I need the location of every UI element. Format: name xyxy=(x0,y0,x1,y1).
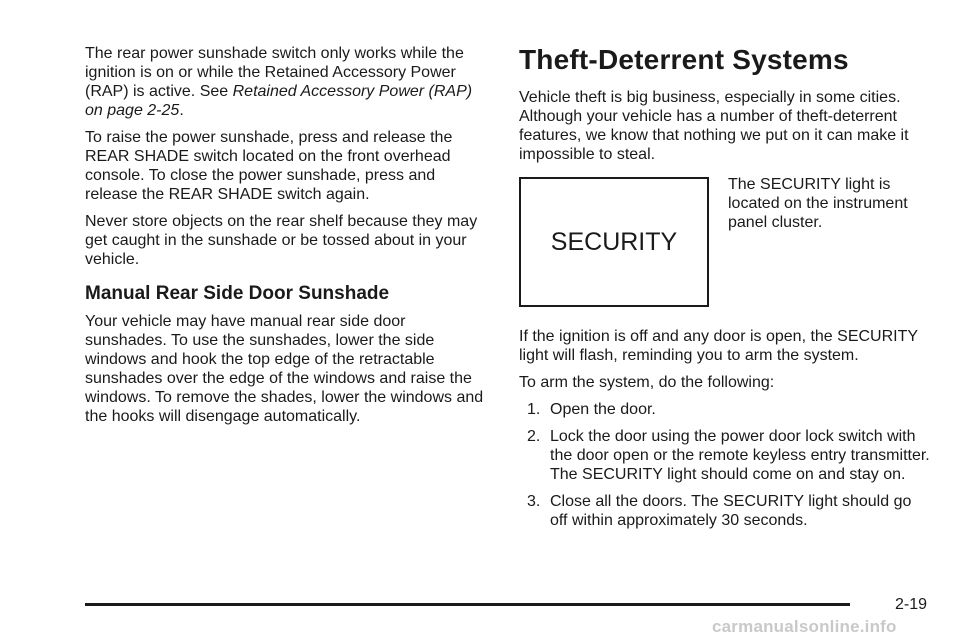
arm-system-paragraph: To arm the system, do the following: xyxy=(519,374,775,391)
watermark: carmanualsonline.info xyxy=(712,617,897,636)
security-figure-caption: The SECURITY light is located on the instrument panel cluster. xyxy=(728,176,908,231)
rap-page-reference: Retained Accessory Power (RAP) on page 2-25 xyxy=(85,83,473,119)
list-item xyxy=(519,492,931,530)
rear-shelf-warning-paragraph: Never store objects on the rear shelf because they may get caught in the sunshade or be tossed about in your vehicle. xyxy=(85,213,478,268)
page-number: 2-19 xyxy=(895,596,928,613)
right-column xyxy=(519,44,931,538)
ignition-paragraph: If the ignition is off and any door is open, the SECURITY light will flash, reminding you to arm the system. xyxy=(519,328,918,364)
list-item xyxy=(519,400,931,419)
step-text: Lock the door using the power door lock switch with the door open or the remote keyless entry transmitter. The SECURITY light should come on and stay on. xyxy=(550,428,930,483)
security-figure xyxy=(519,177,931,307)
step-number: 2. xyxy=(527,428,541,445)
list-item xyxy=(519,427,931,484)
step-text: Open the door. xyxy=(550,401,656,418)
intro-paragraph: Vehicle theft is big business, especially in some cities. Although your vehicle has a number of theft-deterrent features, we know that nothing we put on it can make it impossible to steal. xyxy=(519,89,909,163)
left-column xyxy=(85,44,489,434)
step-text: Close all the doors. The SECURITY light should go off within approximately 30 seconds. xyxy=(550,493,912,529)
section-title: Theft-Deterrent Systems xyxy=(519,44,849,75)
rear-sunshade-text: The rear power sunshade switch only works while the ignition is on or while the Retained Accessory Power (RAP) is active. See xyxy=(85,45,464,100)
footer-divider xyxy=(85,603,850,606)
rear-sunshade-paragraph xyxy=(85,44,489,120)
security-light-label: SECURITY xyxy=(550,227,678,256)
arm-steps-list xyxy=(519,400,931,530)
security-light-illustration xyxy=(519,177,709,307)
step-number: 3. xyxy=(527,493,541,510)
step-number: 1. xyxy=(527,401,541,418)
manual-sunshade-heading: Manual Rear Side Door Sunshade xyxy=(85,283,390,304)
manual-sunshade-paragraph: Your vehicle may have manual rear side door sunshades. To use the sunshades, lower the side windows and hook the top edge of the retractable sunshades over the edge of the windows and raise the windows. To remove the shades, lower the windows and the hooks will disengage automatically. xyxy=(85,313,484,425)
raise-sunshade-paragraph: To raise the power sunshade, press and release the REAR SHADE switch located on the front overhead console. To close the power sunshade, press and release the REAR SHADE switch again. xyxy=(85,129,453,203)
rear-sunshade-suffix: . xyxy=(179,102,184,119)
